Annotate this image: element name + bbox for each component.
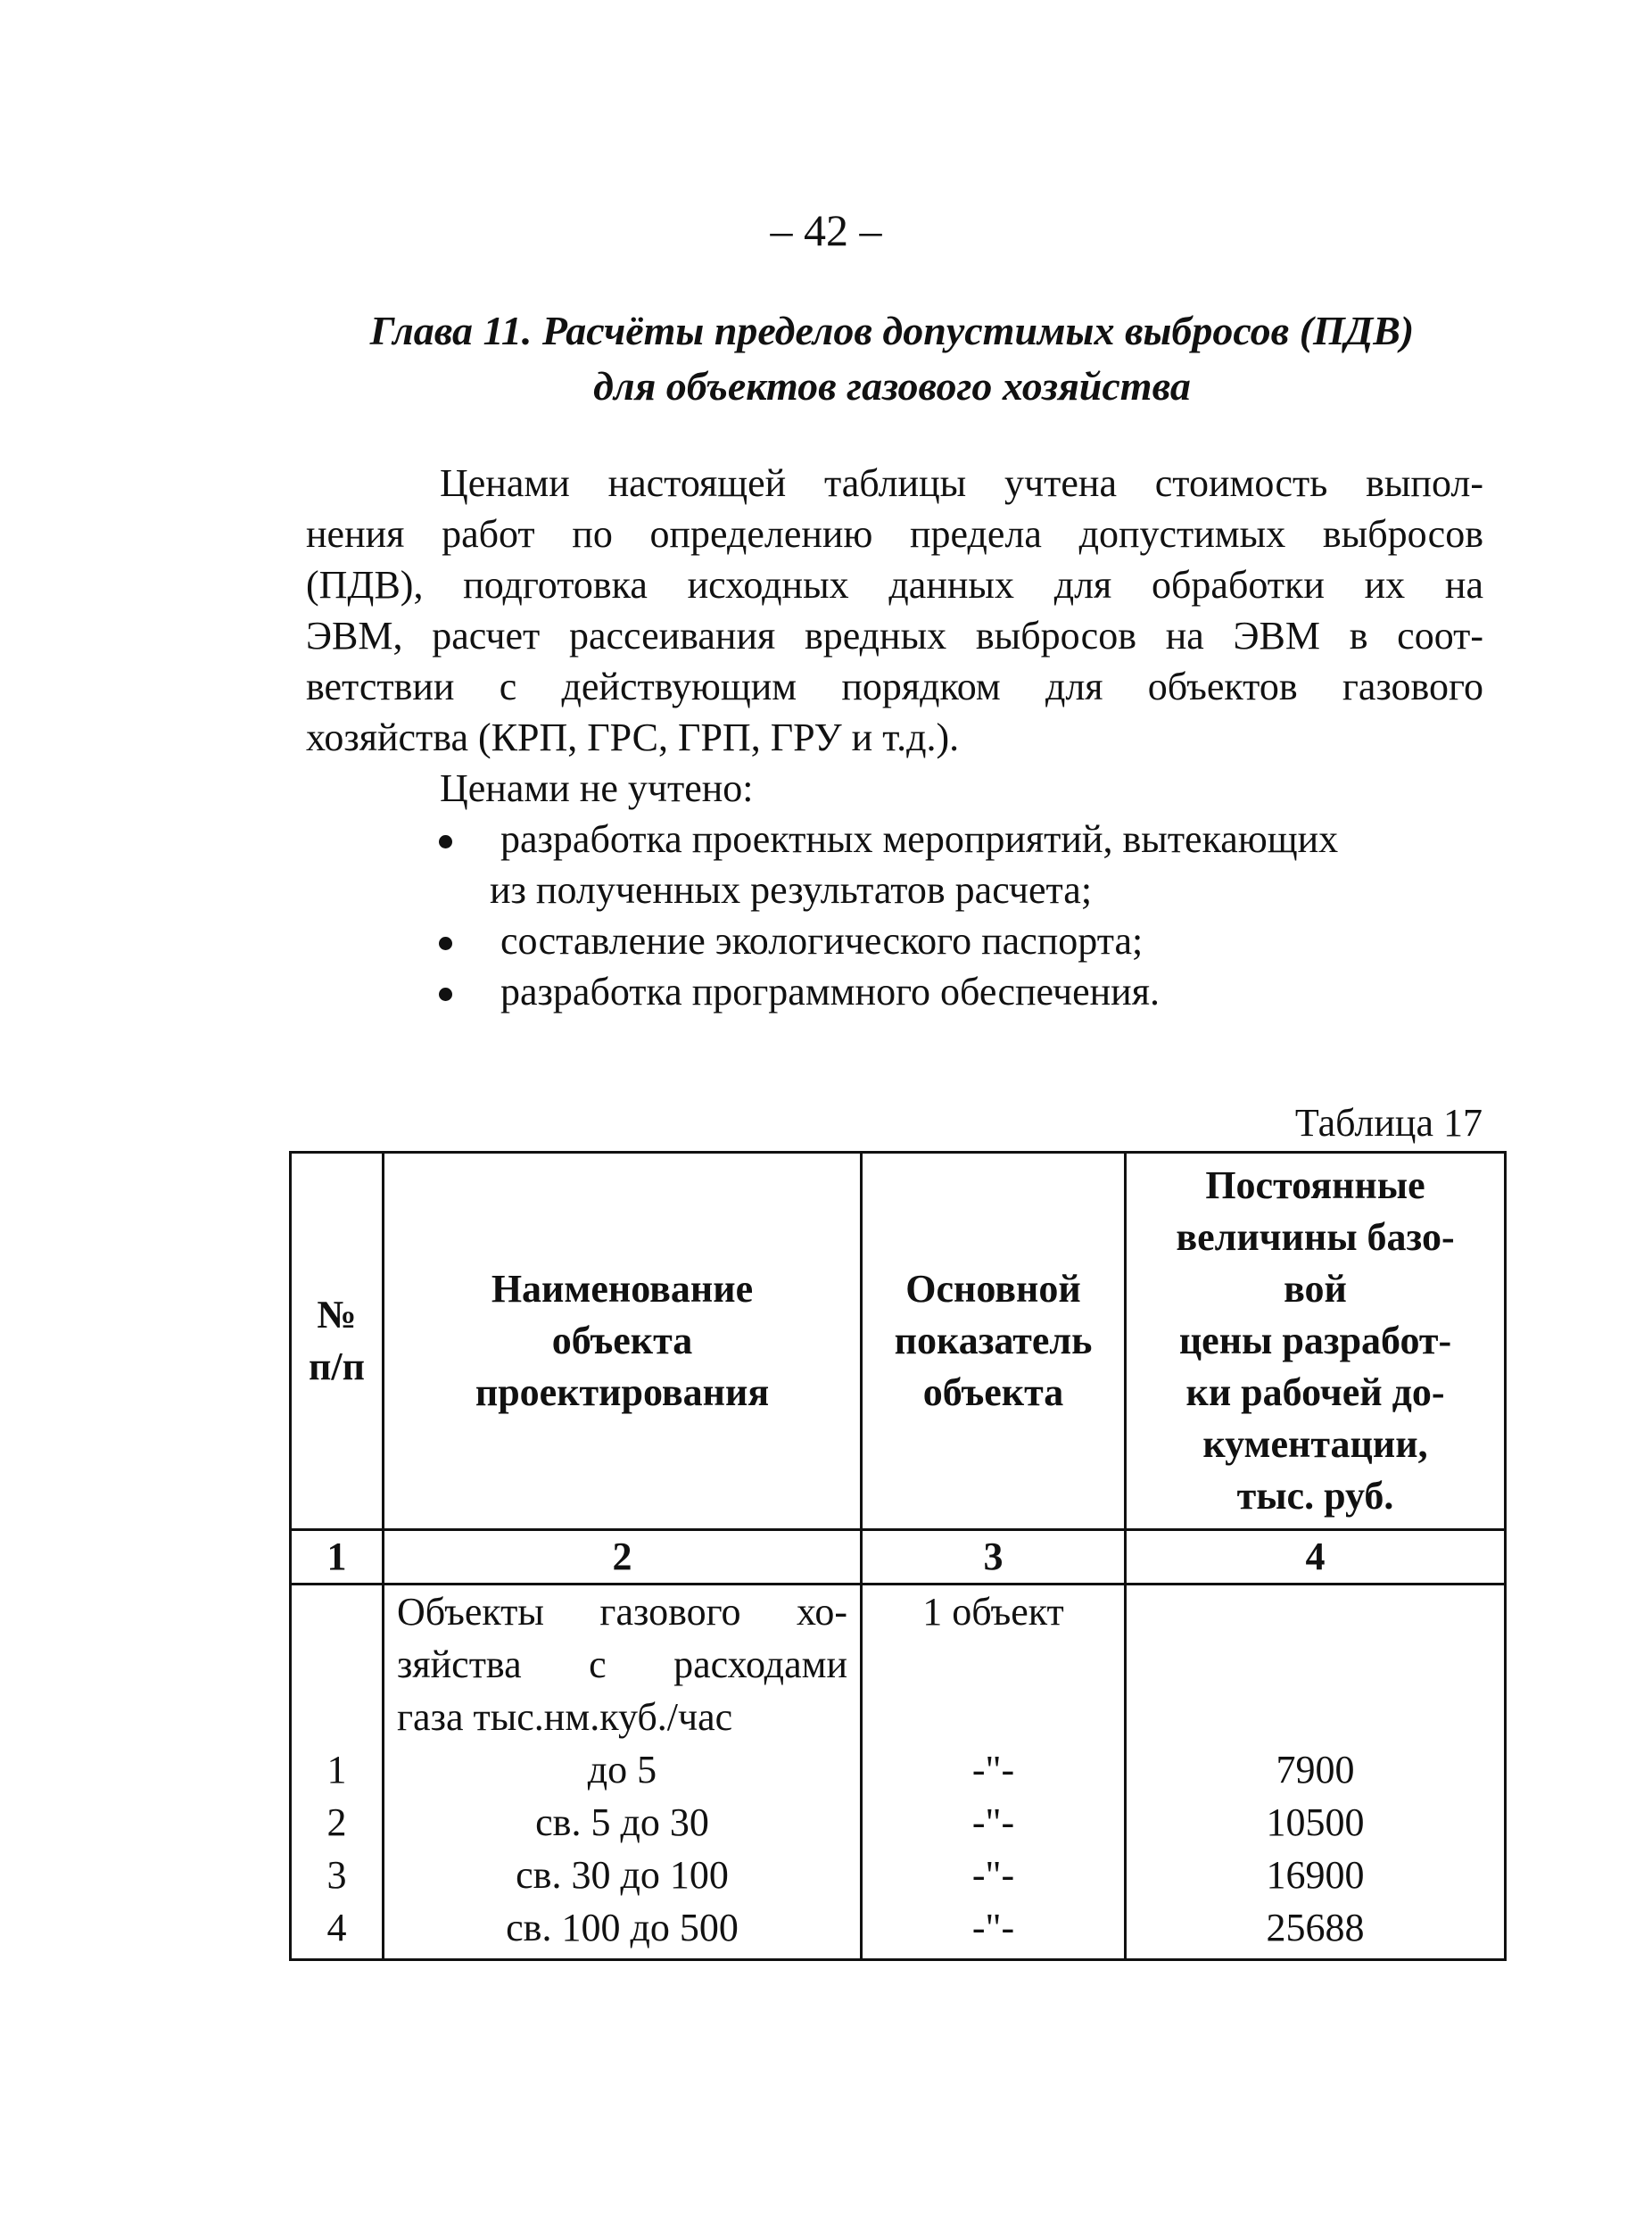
list-item [428,814,1481,915]
list-item-text: разработка проектных мероприятий, вытекающих [500,817,1339,861]
row-indicator: -"- [971,1748,1015,1792]
header-text: объекта [551,1319,693,1362]
intro-line: (ПДВ), подготовка исходных данных для обработки их на [306,563,1483,607]
row-num: 4 [326,1906,347,1949]
row-price: 16900 [1266,1853,1365,1897]
page-number: – 42 – [770,205,882,255]
cell-indicator [862,1585,1126,1960]
header-text: показатель [894,1319,1093,1362]
bullet-icon [439,937,452,950]
chapter-title-line: Глава 11. Расчёты пределов допустимых выбросов (ПДВ) [369,308,1415,353]
header-num [291,1153,384,1530]
list-item [428,966,1481,1017]
header-text: тыс. руб. [1236,1474,1394,1518]
table-label: Таблица 17 [1294,1101,1483,1145]
column-number: 1 [291,1530,384,1585]
header-text: величины базо- [1176,1215,1455,1259]
header-text: цены разработ- [1178,1319,1452,1362]
header-price [1126,1153,1506,1530]
intro-line: Ценами настоящей таблицы учтена стоимость выпол- [440,461,1483,505]
cell-name [384,1585,862,1960]
table-body-row [291,1585,1506,1960]
group-name-line: Объекты газового хо- [397,1590,847,1634]
row-name: св. 100 до 500 [506,1906,739,1949]
table-header-row [291,1153,1506,1530]
column-number: 3 [862,1530,1126,1585]
list-item-text: составление экологического паспорта; [500,919,1144,963]
header-text: кументации, [1202,1422,1428,1466]
header-text: ки рабочей до- [1185,1370,1445,1414]
chapter-title-line: для объектов газового хозяйства [593,363,1191,409]
row-price: 25688 [1266,1906,1365,1949]
cell-price [1126,1585,1506,1960]
column-number: 2 [384,1530,862,1585]
not-included-list [428,814,1481,1017]
list-item-text: разработка программного обеспечения. [500,970,1160,1014]
intro-line: хозяйства (КРП, ГРС, ГРП, ГРУ и т.д.). [306,716,960,759]
header-text: Постоянные [1205,1163,1425,1207]
row-num: 3 [326,1853,347,1897]
group-indicator: 1 объект [922,1590,1064,1634]
column-number: 4 [1126,1530,1506,1585]
row-num: 2 [326,1800,347,1844]
row-name: св. 30 до 100 [516,1853,729,1897]
column-number-row [291,1530,1506,1585]
header-text: № [317,1293,357,1336]
header-indicator [862,1153,1126,1530]
row-price: 7900 [1276,1748,1355,1792]
cell-num [291,1585,384,1960]
header-name [384,1153,862,1530]
list-item-text: из полученных результатов расчета; [490,868,1093,912]
bullet-icon [439,988,452,1001]
not-included-label [440,763,1617,814]
intro-line: нения работ по определению предела допустимых выбросов [306,512,1483,556]
group-name-line: газа тыс.нм.куб./час [397,1695,733,1739]
price-table [289,1151,1507,1961]
intro-line: ветствии с действующим порядком для объектов газового [306,665,1483,708]
row-price: 10500 [1266,1800,1365,1844]
intro-paragraph [306,458,1483,763]
header-text: проектирования [475,1370,770,1414]
intro-line: ЭВМ, расчет рассеивания вредных выбросов на ЭВМ в соот- [306,614,1483,658]
chapter-title [268,303,1516,414]
bullet-icon [439,835,452,848]
row-name: св. 5 до 30 [535,1800,709,1844]
row-indicator: -"- [971,1853,1015,1897]
group-name-line: зяйства с расходами [397,1643,847,1686]
header-text: п/п [309,1345,365,1388]
header-text: объекта [922,1370,1064,1414]
header-text: вой [1284,1267,1347,1311]
header-text: Наименование [491,1267,754,1311]
row-name: до 5 [587,1748,657,1792]
header-text: Основной [905,1267,1081,1311]
list-item [428,915,1481,966]
row-indicator: -"- [971,1906,1015,1949]
row-num: 1 [326,1748,347,1792]
row-indicator: -"- [971,1800,1015,1844]
not-included-text: Ценами не учтено: [440,766,754,810]
